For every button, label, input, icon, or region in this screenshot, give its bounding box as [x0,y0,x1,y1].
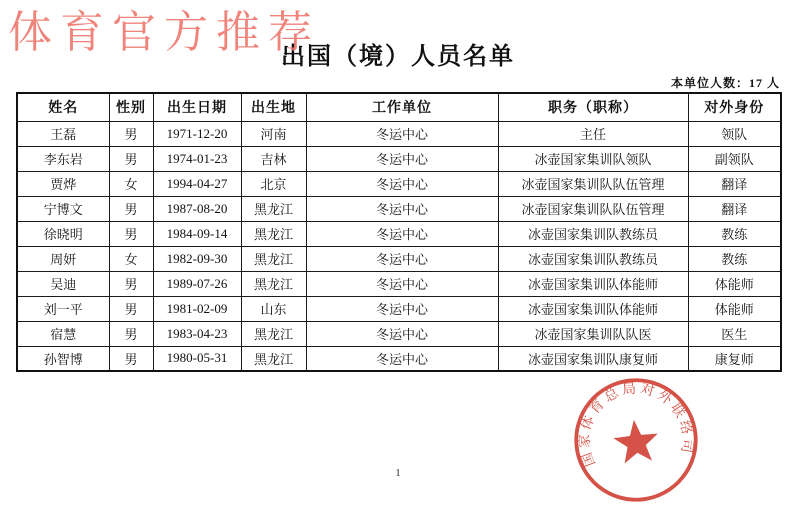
table-cell: 冬运中心 [306,346,498,371]
table-cell: 男 [109,146,153,171]
table-cell: 王磊 [17,121,109,146]
column-header: 性别 [109,93,153,121]
table-cell: 周妍 [17,246,109,271]
column-header: 出生日期 [153,93,241,121]
table-cell: 领队 [688,121,781,146]
table-cell: 男 [109,271,153,296]
table-cell: 徐晓明 [17,221,109,246]
table-cell: 吉林 [241,146,306,171]
table-cell: 冰壶国家集训队领队 [498,146,688,171]
table-cell: 宿慧 [17,321,109,346]
table-cell: 北京 [241,171,306,196]
table-cell: 冰壶国家集训队康复师 [498,346,688,371]
table-cell: 冰壶国家集训队队伍管理 [498,196,688,221]
page-title: 出国（境）人员名单 [281,44,515,70]
table-cell: 体能师 [688,271,781,296]
table-cell: 冰壶国家集训队队医 [498,321,688,346]
table-cell: 河南 [241,121,306,146]
table-cell: 黑龙江 [241,196,306,221]
table-cell: 1971-12-20 [153,121,241,146]
column-header: 对外身份 [688,93,781,121]
table-cell: 1980-05-31 [153,346,241,371]
table-cell: 贾烨 [17,171,109,196]
table-cell: 黑龙江 [241,321,306,346]
table-cell: 男 [109,321,153,346]
table-cell: 冰壶国家集训队教练员 [498,246,688,271]
table-cell: 1982-09-30 [153,246,241,271]
table-cell: 男 [109,121,153,146]
table-cell: 黑龙江 [241,271,306,296]
table-row [17,271,781,296]
table-cell: 宁博文 [17,196,109,221]
table-row [17,321,781,346]
seal-ring [570,374,701,505]
table-cell: 冰壶国家集训队体能师 [498,296,688,321]
table-row [17,196,781,221]
table-cell: 翻译 [688,171,781,196]
table-cell: 冬运中心 [306,271,498,296]
table-row [17,171,781,196]
table-cell: 1983-04-23 [153,321,241,346]
table-cell: 冬运中心 [306,146,498,171]
table-header-row [17,93,781,121]
table-cell: 男 [109,196,153,221]
table-cell: 体能师 [688,296,781,321]
table-cell: 刘一平 [17,296,109,321]
table-cell: 1987-08-20 [153,196,241,221]
table-cell: 男 [109,296,153,321]
table-cell: 女 [109,246,153,271]
table-cell: 冬运中心 [306,121,498,146]
watermark-text: 体育官方推荐 [8,8,320,57]
official-seal [566,370,707,510]
table-row [17,121,781,146]
table-cell: 黑龙江 [241,221,306,246]
table-cell: 孙智博 [17,346,109,371]
table-cell: 冰壶国家集训队教练员 [498,221,688,246]
seal-text: 国家体育总局对外联络司 [576,380,696,469]
table-cell: 1989-07-26 [153,271,241,296]
page-number: 1 [395,467,401,479]
table-cell: 黑龙江 [241,246,306,271]
table-cell: 1994-04-27 [153,171,241,196]
table-cell: 冬运中心 [306,296,498,321]
table-cell: 教练 [688,221,781,246]
table-cell: 教练 [688,246,781,271]
table-cell: 女 [109,171,153,196]
table-cell: 主任 [498,121,688,146]
table-cell: 1984-09-14 [153,221,241,246]
table-cell: 冰壶国家集训队体能师 [498,271,688,296]
table-cell: 1974-01-23 [153,146,241,171]
table-row [17,146,781,171]
table-cell: 康复师 [688,346,781,371]
table-cell: 冬运中心 [306,196,498,221]
table-cell: 山东 [241,296,306,321]
table-cell: 冬运中心 [306,246,498,271]
table-cell: 冬运中心 [306,321,498,346]
table-cell: 李东岩 [17,146,109,171]
table-cell: 冬运中心 [306,171,498,196]
unit-count-label: 本单位人数：17 人 [670,76,780,90]
seal-star-icon [612,418,661,465]
table-cell: 副领队 [688,146,781,171]
table-row [17,296,781,321]
seal-graphic [566,370,707,510]
table-row [17,221,781,246]
table-cell: 医生 [688,321,781,346]
column-header: 出生地 [241,93,306,121]
column-header: 工作单位 [306,93,498,121]
table-cell: 翻译 [688,196,781,221]
column-header: 职务（职称） [498,93,688,121]
personnel-table [16,92,782,372]
table-cell: 冬运中心 [306,221,498,246]
table-row [17,346,781,371]
table-row [17,246,781,271]
table-cell: 男 [109,221,153,246]
table-cell: 男 [109,346,153,371]
table-cell: 1981-02-09 [153,296,241,321]
table-cell: 吴迪 [17,271,109,296]
table-cell: 黑龙江 [241,346,306,371]
column-header: 姓名 [17,93,109,121]
table-cell: 冰壶国家集训队队伍管理 [498,171,688,196]
table-body [17,121,781,371]
